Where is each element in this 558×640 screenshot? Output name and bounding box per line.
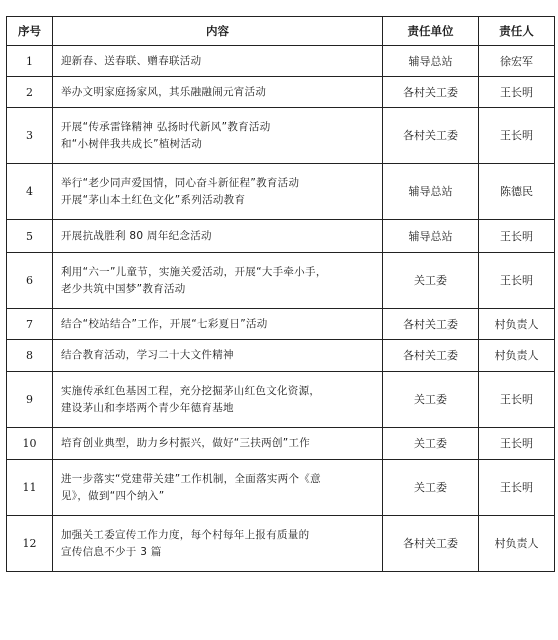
table-row (7, 340, 555, 372)
row-content (53, 460, 383, 516)
content-line: 见》，做到“四个纳入” (61, 489, 165, 502)
row-index: 4 (7, 164, 53, 220)
header-content: 内容 (53, 17, 383, 46)
content-line: 宣传信息不少于 3 篇 (61, 545, 162, 558)
table-row (7, 460, 555, 516)
row-content (53, 309, 383, 340)
row-unit: 关工委 (383, 253, 479, 309)
table-row (7, 164, 555, 220)
content-line: 结合教育活动，学习二十大文件精神 (61, 349, 234, 361)
row-person: 王长明 (479, 460, 555, 516)
content-line: 举办文明家庭扬家风，其乐融融闹元宵活动 (61, 85, 267, 98)
row-index: 7 (7, 309, 53, 340)
row-content (53, 372, 383, 428)
table-body (7, 46, 555, 572)
row-index: 12 (7, 516, 53, 572)
table-row (7, 108, 555, 164)
table-header-row (7, 17, 555, 46)
content-line: 老少共筑中国梦”教育活动 (61, 282, 186, 295)
task-table (6, 16, 555, 572)
row-content (53, 253, 383, 309)
row-index: 1 (7, 46, 53, 77)
row-person: 村负责人 (479, 340, 555, 372)
content-line: 进一步落实“党建带关建”工作机制，全面落实两个《意 (61, 472, 321, 485)
table-row (7, 253, 555, 309)
task-table-container (6, 16, 554, 572)
row-unit: 各村关工委 (383, 309, 479, 340)
row-unit: 各村关工委 (383, 77, 479, 108)
table-row (7, 372, 555, 428)
row-index: 2 (7, 77, 53, 108)
row-content (53, 108, 383, 164)
row-person: 王长明 (479, 428, 555, 460)
row-unit: 各村关工委 (383, 340, 479, 372)
row-unit: 各村关工委 (383, 516, 479, 572)
header-unit: 责任单位 (383, 17, 479, 46)
row-person: 陈德民 (479, 164, 555, 220)
row-person: 王长明 (479, 77, 555, 108)
content-line: 迎新春、送春联、赠春联活动 (61, 54, 202, 67)
row-index: 3 (7, 108, 53, 164)
row-index: 11 (7, 460, 53, 516)
table-row (7, 309, 555, 340)
row-index: 8 (7, 340, 53, 372)
content-line: 建设茅山和李塔两个青少年德育基地 (61, 401, 234, 414)
row-person: 王长明 (479, 220, 555, 253)
header-person: 责任人 (479, 17, 555, 46)
row-unit: 各村关工委 (383, 108, 479, 164)
row-index: 10 (7, 428, 53, 460)
row-unit: 关工委 (383, 460, 479, 516)
row-unit: 辅导总站 (383, 164, 479, 220)
content-line: 加强关工委宣传工作力度，每个村每年上报有质量的 (61, 528, 310, 541)
row-person: 徐宏军 (479, 46, 555, 77)
row-unit: 辅导总站 (383, 220, 479, 253)
row-content (53, 77, 383, 108)
row-person: 王长明 (479, 108, 555, 164)
row-content (53, 340, 383, 372)
content-line: 开展“传承雷锋精神 弘扬时代新风”教育活动 (61, 120, 271, 133)
row-content (53, 164, 383, 220)
row-content (53, 46, 383, 77)
row-person: 王长明 (479, 253, 555, 309)
content-line: 开展抗战胜利 80 周年纪念活动 (61, 229, 212, 242)
table-row (7, 516, 555, 572)
row-unit: 关工委 (383, 428, 479, 460)
table-row (7, 46, 555, 77)
content-line: 和“小树伴我共成长”植树活动 (61, 137, 203, 150)
header-index: 序号 (7, 17, 53, 46)
content-line: 结合“校站结合”工作，开展“七彩夏日”活动 (61, 317, 268, 330)
content-line: 举行“老少同声爱国情，同心奋斗新征程”教育活动 (61, 176, 300, 189)
row-person: 王长明 (479, 372, 555, 428)
content-line: 利用“六一”儿童节，实施关爱活动，开展“大手牵小手， (61, 265, 327, 278)
row-content (53, 516, 383, 572)
row-index: 6 (7, 253, 53, 309)
table-row (7, 77, 555, 108)
content-line: 开展“茅山本土红色文化”系列活动教育 (61, 193, 246, 206)
row-unit: 辅导总站 (383, 46, 479, 77)
row-content (53, 220, 383, 253)
row-index: 5 (7, 220, 53, 253)
row-person: 村负责人 (479, 516, 555, 572)
row-index: 9 (7, 372, 53, 428)
row-person: 村负责人 (479, 309, 555, 340)
table-row (7, 220, 555, 253)
content-line: 培育创业典型，助力乡村振兴，做好“三扶两创”工作 (61, 437, 311, 449)
table-row (7, 428, 555, 460)
content-line: 实施传承红色基因工程，充分挖掘茅山红色文化资源， (61, 384, 321, 397)
row-content (53, 428, 383, 460)
row-unit: 关工委 (383, 372, 479, 428)
